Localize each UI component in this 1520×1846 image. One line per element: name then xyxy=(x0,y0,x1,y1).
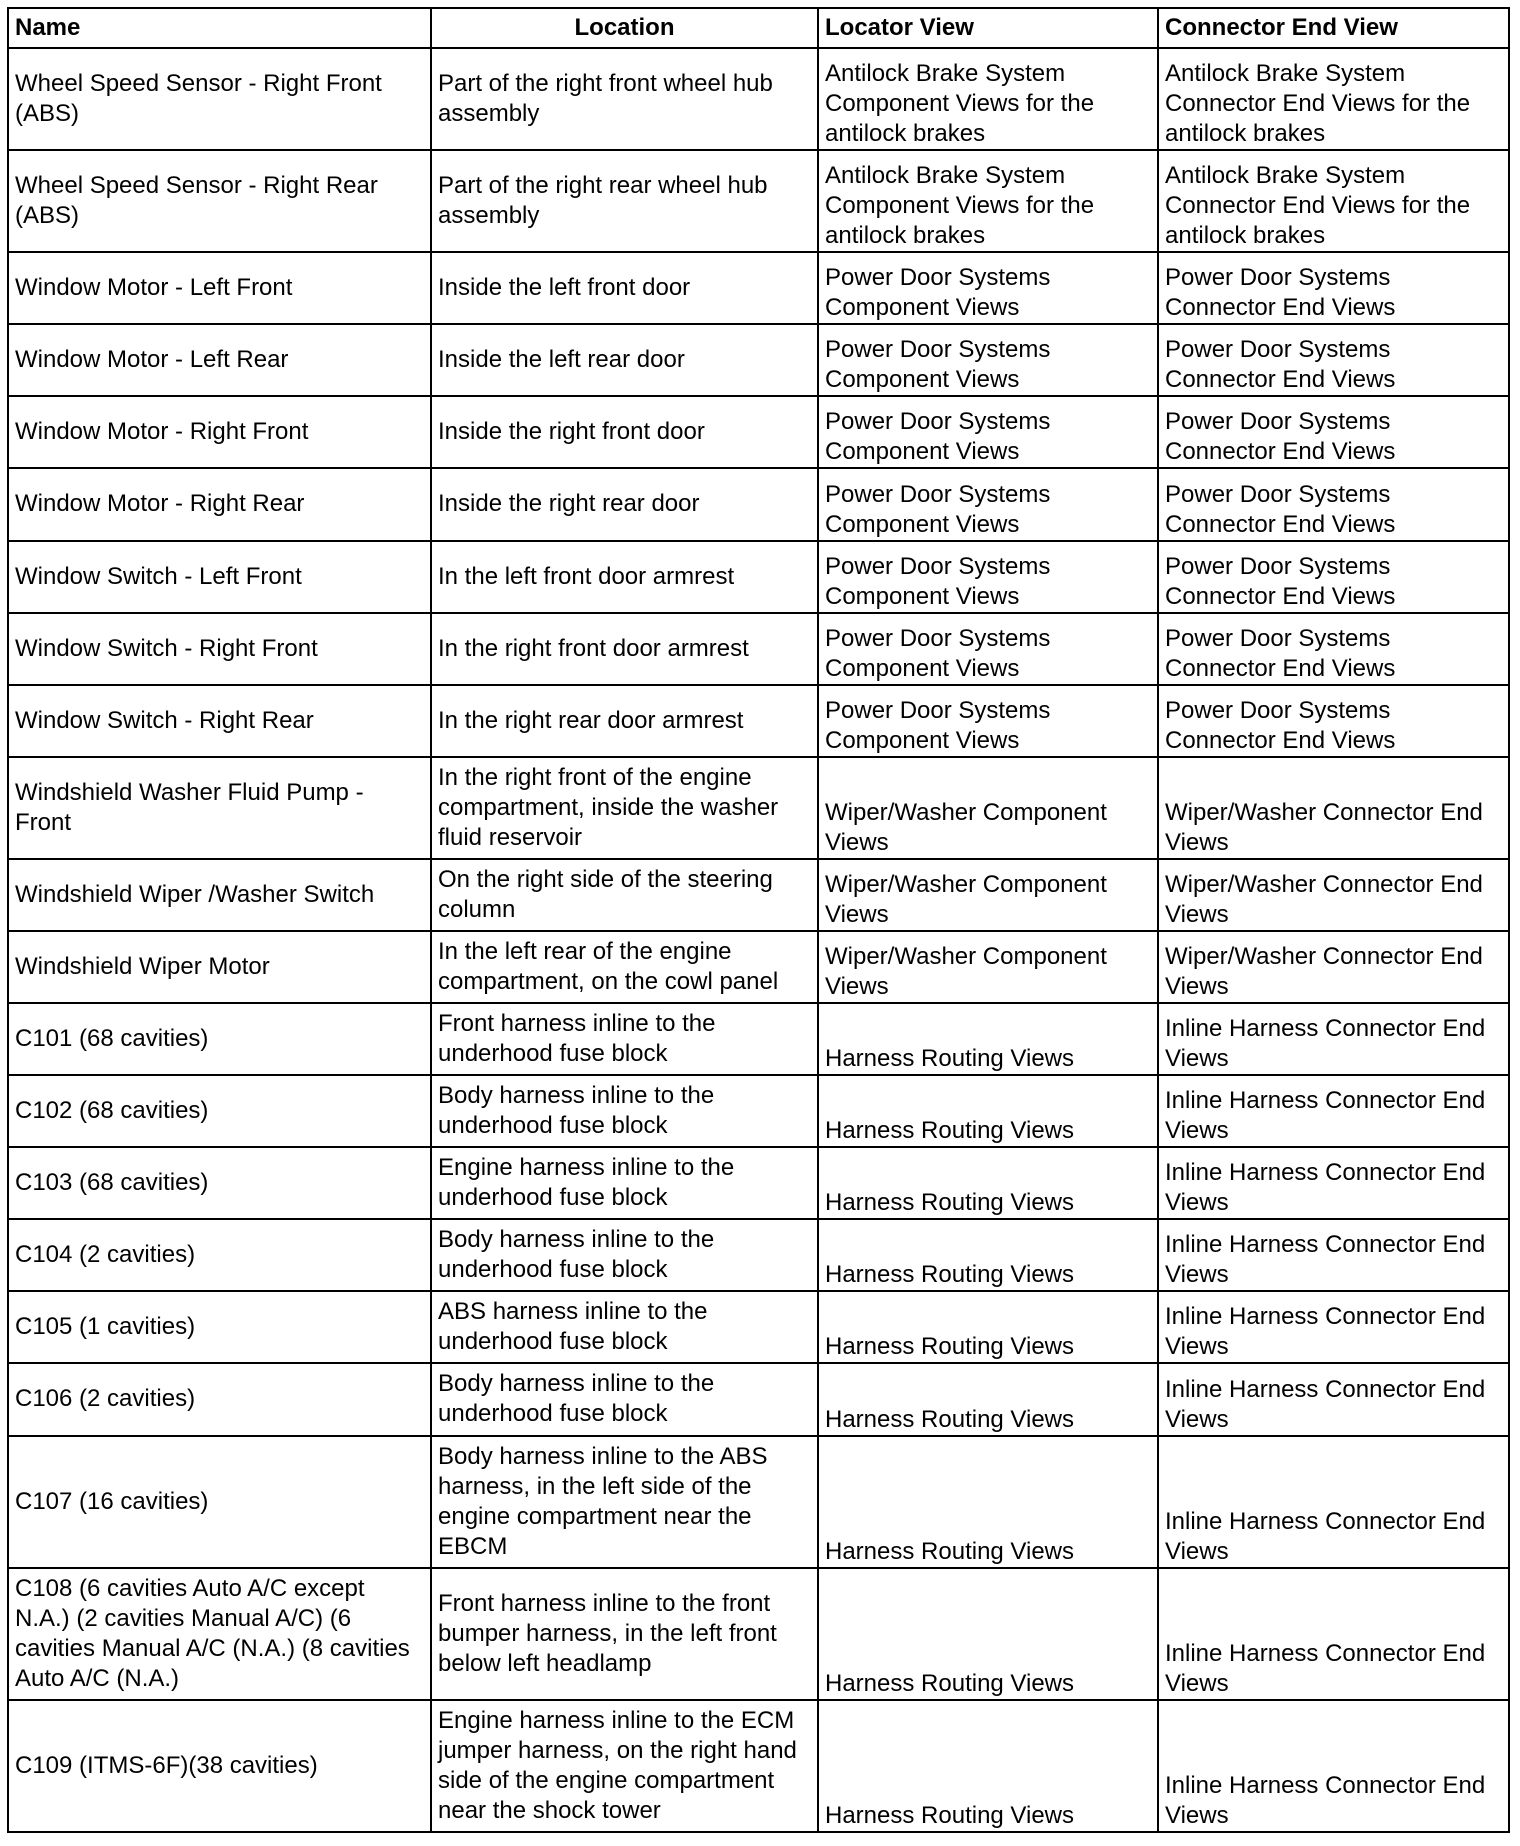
table-row xyxy=(8,1291,1509,1363)
cell-name: Windshield Washer Fluid Pump - Front xyxy=(8,757,431,859)
cell-location: Front harness inline to the underhood fuse block xyxy=(431,1003,818,1075)
cell-location: In the left front door armrest xyxy=(431,541,818,613)
cell-name: C109 (ITMS-6F)(38 cavities) xyxy=(8,1700,431,1832)
cell-name: Wheel Speed Sensor - Right Rear (ABS) xyxy=(8,150,431,252)
cell-locator-view: Wiper/Washer Component Views xyxy=(818,931,1158,1003)
cell-locator-view: Harness Routing Views xyxy=(818,1147,1158,1219)
table-row xyxy=(8,150,1509,252)
table-row xyxy=(8,685,1509,757)
component-locator-table xyxy=(7,7,1510,1833)
cell-name: C104 (2 cavities) xyxy=(8,1219,431,1291)
cell-location: Body harness inline to the ABS harness, in the left side of the engine compartment near the EBCM xyxy=(431,1436,818,1568)
header-row xyxy=(8,8,1509,48)
cell-locator-view: Power Door Systems Component Views xyxy=(818,541,1158,613)
cell-name: Window Switch - Right Rear xyxy=(8,685,431,757)
cell-connector-end-view: Power Door Systems Connector End Views xyxy=(1158,468,1509,540)
table-row xyxy=(8,48,1509,150)
cell-location: Inside the right front door xyxy=(431,396,818,468)
cell-name: C105 (1 cavities) xyxy=(8,1291,431,1363)
cell-connector-end-view: Inline Harness Connector End Views xyxy=(1158,1147,1509,1219)
cell-connector-end-view: Power Door Systems Connector End Views xyxy=(1158,324,1509,396)
cell-locator-view: Antilock Brake System Component Views for the antilock brakes xyxy=(818,150,1158,252)
cell-connector-end-view: Inline Harness Connector End Views xyxy=(1158,1003,1509,1075)
cell-location: Part of the right rear wheel hub assembly xyxy=(431,150,818,252)
cell-locator-view: Power Door Systems Component Views xyxy=(818,324,1158,396)
cell-connector-end-view: Power Door Systems Connector End Views xyxy=(1158,252,1509,324)
cell-name: Window Switch - Right Front xyxy=(8,613,431,685)
cell-locator-view: Harness Routing Views xyxy=(818,1700,1158,1832)
cell-name: Window Switch - Left Front xyxy=(8,541,431,613)
cell-connector-end-view: Inline Harness Connector End Views xyxy=(1158,1219,1509,1291)
cell-connector-end-view: Inline Harness Connector End Views xyxy=(1158,1075,1509,1147)
cell-location: On the right side of the steering column xyxy=(431,859,818,931)
cell-name: C101 (68 cavities) xyxy=(8,1003,431,1075)
header-connector-end-view: Connector End View xyxy=(1158,8,1509,48)
table-row xyxy=(8,252,1509,324)
cell-location: Body harness inline to the underhood fuse block xyxy=(431,1219,818,1291)
cell-connector-end-view: Antilock Brake System Connector End Views for the antilock brakes xyxy=(1158,48,1509,150)
cell-connector-end-view: Power Door Systems Connector End Views xyxy=(1158,396,1509,468)
table-row xyxy=(8,757,1509,859)
cell-locator-view: Power Door Systems Component Views xyxy=(818,468,1158,540)
cell-name: C107 (16 cavities) xyxy=(8,1436,431,1568)
cell-name: Window Motor - Right Rear xyxy=(8,468,431,540)
cell-location: Engine harness inline to the ECM jumper harness, on the right hand side of the engine compartment near the shock tower xyxy=(431,1700,818,1832)
cell-locator-view: Power Door Systems Component Views xyxy=(818,252,1158,324)
cell-name: Windshield Wiper Motor xyxy=(8,931,431,1003)
cell-location: Inside the right rear door xyxy=(431,468,818,540)
cell-locator-view: Harness Routing Views xyxy=(818,1291,1158,1363)
table-body xyxy=(8,48,1509,1832)
cell-connector-end-view: Inline Harness Connector End Views xyxy=(1158,1291,1509,1363)
cell-location: Body harness inline to the underhood fuse block xyxy=(431,1363,818,1435)
cell-locator-view: Power Door Systems Component Views xyxy=(818,396,1158,468)
cell-name: C108 (6 cavities Auto A/C except N.A.) (2 cavities Manual A/C) (6 cavities Manual A/C (N.A.) (8 cavities Auto A/C (N.A.) xyxy=(8,1568,431,1700)
cell-connector-end-view: Wiper/Washer Connector End Views xyxy=(1158,931,1509,1003)
cell-location: Inside the left rear door xyxy=(431,324,818,396)
cell-locator-view: Antilock Brake System Component Views for the antilock brakes xyxy=(818,48,1158,150)
cell-location: Part of the right front wheel hub assembly xyxy=(431,48,818,150)
table-row xyxy=(8,1436,1509,1568)
cell-locator-view: Harness Routing Views xyxy=(818,1568,1158,1700)
header-location: Location xyxy=(431,8,818,48)
table-row xyxy=(8,541,1509,613)
cell-locator-view: Harness Routing Views xyxy=(818,1075,1158,1147)
cell-name: Window Motor - Left Front xyxy=(8,252,431,324)
table-row xyxy=(8,931,1509,1003)
table-row xyxy=(8,324,1509,396)
cell-location: Inside the left front door xyxy=(431,252,818,324)
cell-name: Wheel Speed Sensor - Right Front (ABS) xyxy=(8,48,431,150)
cell-locator-view: Wiper/Washer Component Views xyxy=(818,859,1158,931)
table-row xyxy=(8,1075,1509,1147)
cell-connector-end-view: Inline Harness Connector End Views xyxy=(1158,1568,1509,1700)
cell-connector-end-view: Power Door Systems Connector End Views xyxy=(1158,541,1509,613)
table-row xyxy=(8,1363,1509,1435)
cell-location: Body harness inline to the underhood fuse block xyxy=(431,1075,818,1147)
header-locator-view: Locator View xyxy=(818,8,1158,48)
cell-location: In the right front of the engine compartment, inside the washer fluid reservoir xyxy=(431,757,818,859)
table-row xyxy=(8,1003,1509,1075)
table-row xyxy=(8,1147,1509,1219)
table-row xyxy=(8,859,1509,931)
cell-locator-view: Power Door Systems Component Views xyxy=(818,613,1158,685)
cell-connector-end-view: Wiper/Washer Connector End Views xyxy=(1158,859,1509,931)
cell-location: Front harness inline to the front bumper harness, in the left front below left headlamp xyxy=(431,1568,818,1700)
cell-name: Window Motor - Right Front xyxy=(8,396,431,468)
cell-location: ABS harness inline to the underhood fuse block xyxy=(431,1291,818,1363)
cell-locator-view: Harness Routing Views xyxy=(818,1219,1158,1291)
cell-name: C106 (2 cavities) xyxy=(8,1363,431,1435)
cell-name: C102 (68 cavities) xyxy=(8,1075,431,1147)
cell-locator-view: Power Door Systems Component Views xyxy=(818,685,1158,757)
cell-connector-end-view: Antilock Brake System Connector End Views for the antilock brakes xyxy=(1158,150,1509,252)
cell-locator-view: Harness Routing Views xyxy=(818,1436,1158,1568)
cell-connector-end-view: Power Door Systems Connector End Views xyxy=(1158,613,1509,685)
cell-locator-view: Harness Routing Views xyxy=(818,1003,1158,1075)
table-row xyxy=(8,613,1509,685)
cell-connector-end-view: Wiper/Washer Connector End Views xyxy=(1158,757,1509,859)
cell-connector-end-view: Inline Harness Connector End Views xyxy=(1158,1436,1509,1568)
table-row xyxy=(8,468,1509,540)
cell-name: C103 (68 cavities) xyxy=(8,1147,431,1219)
cell-location: Engine harness inline to the underhood fuse block xyxy=(431,1147,818,1219)
table-row xyxy=(8,1700,1509,1832)
table-row xyxy=(8,1568,1509,1700)
cell-locator-view: Wiper/Washer Component Views xyxy=(818,757,1158,859)
cell-location: In the right rear door armrest xyxy=(431,685,818,757)
cell-connector-end-view: Power Door Systems Connector End Views xyxy=(1158,685,1509,757)
table-row xyxy=(8,1219,1509,1291)
cell-location: In the left rear of the engine compartment, on the cowl panel xyxy=(431,931,818,1003)
cell-locator-view: Harness Routing Views xyxy=(818,1363,1158,1435)
cell-location: In the right front door armrest xyxy=(431,613,818,685)
cell-name: Window Motor - Left Rear xyxy=(8,324,431,396)
cell-name: Windshield Wiper /Washer Switch xyxy=(8,859,431,931)
cell-connector-end-view: Inline Harness Connector End Views xyxy=(1158,1700,1509,1832)
table-row xyxy=(8,396,1509,468)
header-name: Name xyxy=(8,8,431,48)
cell-connector-end-view: Inline Harness Connector End Views xyxy=(1158,1363,1509,1435)
